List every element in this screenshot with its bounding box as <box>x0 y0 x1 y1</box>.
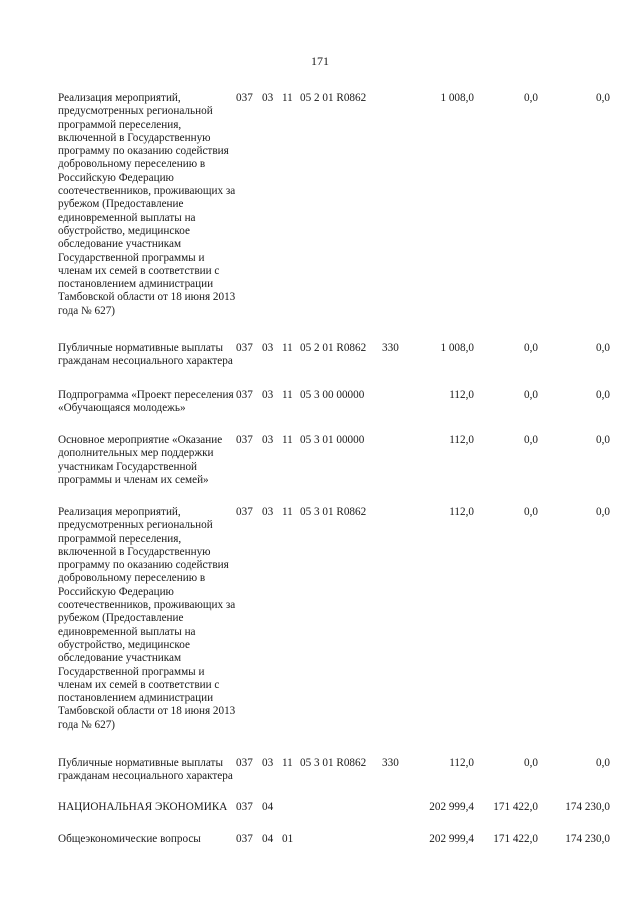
amount-2019: 112,0 <box>449 757 474 769</box>
target-article-code: 05 2 01 R0862 <box>300 92 367 104</box>
amount-2021: 0,0 <box>596 342 610 354</box>
amount-2020: 0,0 <box>524 434 538 446</box>
subsection-code: 11 <box>282 434 293 446</box>
target-article-code: 05 3 01 R0862 <box>300 757 367 769</box>
expense-type-code: 330 <box>382 342 399 354</box>
subsection-code: 11 <box>282 342 293 354</box>
row-description: НАЦИОНАЛЬНАЯ ЭКОНОМИКА <box>58 801 228 813</box>
target-article-code: 05 3 01 00000 <box>300 434 365 446</box>
row-description: Реализация мероприятий, предусмотренных региональной программой переселения, включенной в Государственную программу по оказанию содействия добровольному переселению в Российскую Федерацию соотечественников, проживающих за рубежом (Предоставление единовременной выплаты на обустройство, медицинское обследование участникам Государственной программы и членам их семей в соответствии с постановлением администрации Тамбовской области от 18 июня 2013 года № 627) <box>58 506 236 731</box>
page-number: 171 <box>311 54 329 68</box>
amount-2019: 1 008,0 <box>440 92 474 104</box>
expense-type-code: 330 <box>382 757 399 769</box>
amount-2019: 112,0 <box>449 506 474 518</box>
row-description: Реализация мероприятий, предусмотренных региональной программой переселения, включенной в Государственную программу по оказанию содействия добровольному переселению в Российскую Федерацию соотечественников, проживающих за рубежом (Предоставление единовременной выплаты на обустройство, медицинское обследование участникам Государственной программы и членам их семей в соответствии с постановлением администрации Тамбовской области от 18 июня 2013 года № 627) <box>58 92 236 317</box>
subsection-code: 11 <box>282 757 293 769</box>
admin-code: 037 <box>236 506 253 518</box>
admin-code: 037 <box>236 342 253 354</box>
section-code: 03 <box>262 389 274 401</box>
section-code: 03 <box>262 757 274 769</box>
amount-2020: 0,0 <box>524 342 538 354</box>
amount-2021: 0,0 <box>596 92 610 104</box>
target-article-code: 05 3 01 R0862 <box>300 506 367 518</box>
amount-2019: 202 999,4 <box>429 801 474 813</box>
amount-2021: 174 230,0 <box>565 833 610 845</box>
section-code: 03 <box>262 434 274 446</box>
amount-2020: 0,0 <box>524 757 538 769</box>
amount-2019: 112,0 <box>449 389 474 401</box>
amount-2019: 1 008,0 <box>440 342 474 354</box>
admin-code: 037 <box>236 389 253 401</box>
section-code: 03 <box>262 342 274 354</box>
admin-code: 037 <box>236 92 253 104</box>
subsection-code: 11 <box>282 92 293 104</box>
admin-code: 037 <box>236 801 253 813</box>
row-description: Общеэкономические вопросы <box>58 833 201 845</box>
target-article-code: 05 2 01 R0862 <box>300 342 367 354</box>
amount-2020: 171 422,0 <box>493 801 538 813</box>
admin-code: 037 <box>236 434 253 446</box>
admin-code: 037 <box>236 757 253 769</box>
target-article-code: 05 3 00 00000 <box>300 389 365 401</box>
amount-2020: 0,0 <box>524 506 538 518</box>
row-description: Основное мероприятие «Оказание дополнительных мер поддержки участникам Государственной программы и членам их семей» <box>58 434 223 486</box>
subsection-code: 11 <box>282 506 293 518</box>
amount-2019: 202 999,4 <box>429 833 474 845</box>
subsection-code: 11 <box>282 389 293 401</box>
section-code: 04 <box>262 833 274 845</box>
section-code: 04 <box>262 801 274 813</box>
amount-2019: 112,0 <box>449 434 474 446</box>
row-description: Подпрограмма «Проект переселения «Обучающаяся молодежь» <box>58 389 234 415</box>
row-description: Публичные нормативные выплаты гражданам несоциального характера <box>58 342 233 368</box>
amount-2021: 0,0 <box>596 389 610 401</box>
amount-2021: 0,0 <box>596 757 610 769</box>
amount-2021: 0,0 <box>596 434 610 446</box>
amount-2021: 174 230,0 <box>565 801 610 813</box>
admin-code: 037 <box>236 833 253 845</box>
section-code: 03 <box>262 506 274 518</box>
amount-2021: 0,0 <box>596 506 610 518</box>
amount-2020: 0,0 <box>524 389 538 401</box>
amount-2020: 0,0 <box>524 92 538 104</box>
row-description: Публичные нормативные выплаты гражданам несоциального характера <box>58 757 233 783</box>
section-code: 03 <box>262 92 274 104</box>
amount-2020: 171 422,0 <box>493 833 538 845</box>
subsection-code: 01 <box>282 833 294 845</box>
